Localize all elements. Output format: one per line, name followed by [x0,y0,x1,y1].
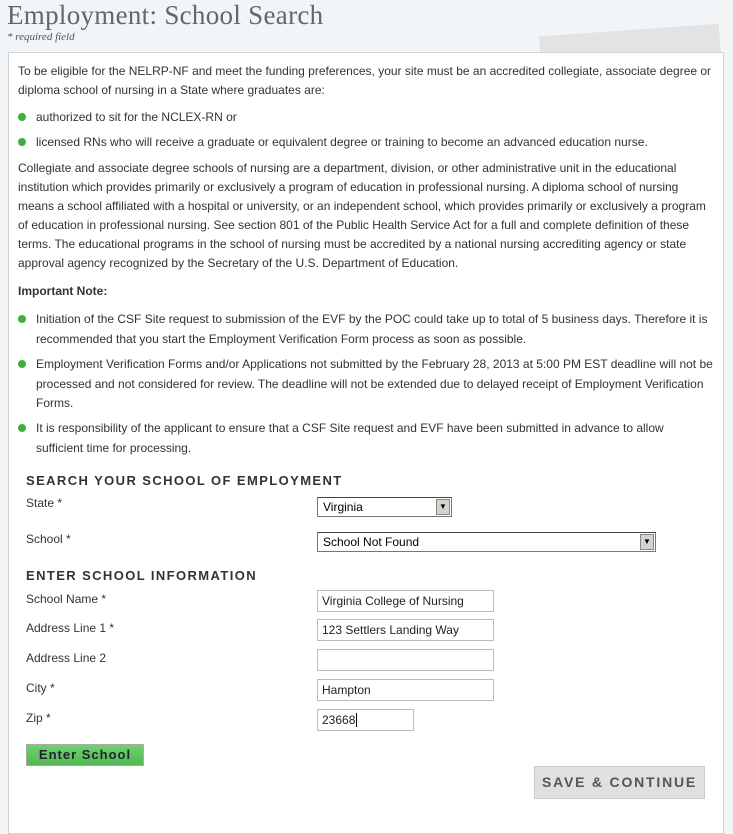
bullet-icon [18,138,26,146]
state-value: Virginia [323,500,363,514]
intro-text: To be eligible for the NELRP-NF and meet the funding preferences, your site must be an accredited collegiate, associate degree or diploma school of nursing in a State where graduates are: [18,64,712,97]
page-title: Employment: School Search [7,0,324,30]
note-text: It is responsibility of the applicant to ensure that a CSF Site request and EVF have been submitted in advance to allow sufficient time for processing. [36,421,664,455]
content-panel [8,52,724,834]
note-text: Employment Verification Forms and/or Applications not submitted by the February 28, 2013 at 5:00 PM EST deadline will not be processed and not considered for review. The deadline will not be extended due to delayed receipt of Employment Verification Forms. [36,357,713,410]
address2-input[interactable] [317,649,494,671]
address1-label: Address Line 1 * [26,621,115,635]
school-label: School * [26,532,71,546]
zip-input[interactable] [317,709,414,731]
note-item [18,310,713,349]
info-heading: ENTER SCHOOL INFORMATION [26,568,258,583]
required-note: * required field [7,31,75,43]
definition-text: Collegiate and associate degree schools of nursing are a department, division, or other administrative unit in the educational institution which provides primarily or exclusively a program of education in professional nursing. A diploma school of nursing means a school affiliated with a hospital or university, or an independent school, which provides primarily or exclusively a program of education in professional nursing. See section 801 of the Public Health Service Act for a full and complete definition of these terms. The educational programs in the school of nursing must be accredited by a national nursing accrediting agency or state approval agency recognized by the Secretary of the U.S. Department of Education. [18,161,706,270]
note-item [18,419,713,458]
school-name-label: School Name * [26,592,107,606]
school-name-input[interactable]: Virginia College of Nursing [317,590,494,612]
bullet-icon [18,315,26,323]
note-text: Initiation of the CSF Site request to submission of the EVF by the POC could take up to total of 5 business days. Therefore it is recommended that you start the Employment Verification Form process as soon as possible. [36,312,708,346]
city-label: City * [26,681,55,695]
address2-label: Address Line 2 [26,651,107,665]
save-continue-button[interactable]: SAVE & CONTINUE [534,766,705,799]
school-select[interactable] [317,532,656,552]
chevron-down-icon[interactable]: ▼ [436,499,450,515]
address1-input[interactable]: 123 Settlers Landing Way [317,619,494,641]
bullet-icon [18,424,26,432]
enter-school-button[interactable]: Enter School [26,744,144,766]
bullet-icon [18,360,26,368]
city-input[interactable]: Hampton [317,679,494,701]
chevron-down-icon[interactable]: ▼ [640,534,654,550]
note-item [18,355,713,414]
criteria-item [18,133,713,153]
school-value: School Not Found [323,535,420,549]
state-select[interactable] [317,497,452,517]
criteria-text: licensed RNs who will receive a graduate or equivalent degree or training to become an advanced education nurse. [36,135,648,149]
zip-label: Zip * [26,711,51,725]
search-heading: SEARCH YOUR SCHOOL OF EMPLOYMENT [26,473,343,488]
criteria-item [18,108,713,128]
criteria-text: authorized to sit for the NCLEX-RN or [36,110,237,124]
important-heading: Important Note: [18,284,108,298]
bullet-icon [18,113,26,121]
zip-value: 23668 [322,713,356,727]
state-label: State * [26,496,63,510]
